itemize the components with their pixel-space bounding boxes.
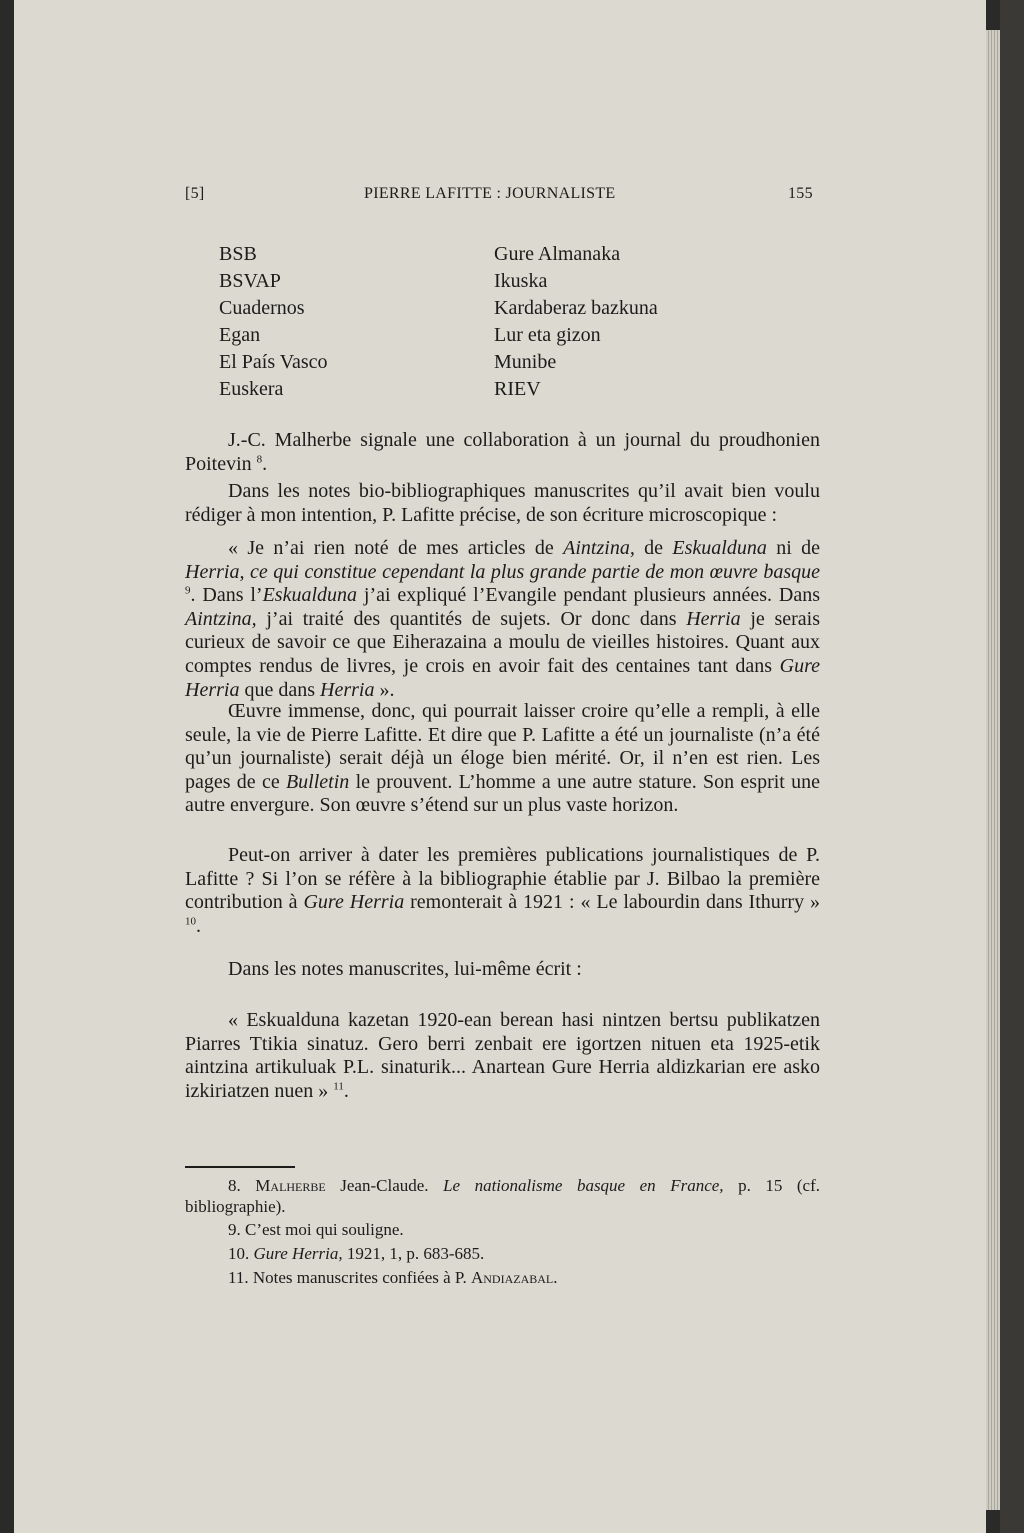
text-run: ».: [374, 678, 395, 701]
footnote-reference: 9: [185, 584, 191, 597]
text-run: ni de: [766, 537, 820, 559]
text-run: Dans les notes bio-bibliographiques manuscrites qu’il avait bien voulu rédiger à mon intention, P. Lafitte précise, de son écriture microscopique :: [185, 480, 820, 526]
footnote-reference: 10: [185, 915, 196, 928]
periodical-name: RIEV: [494, 378, 541, 400]
paragraph: [185, 429, 820, 476]
text-run: j’ai traité des quantités de sujets. Or donc dans: [256, 607, 687, 630]
italic-text: Herria: [320, 678, 375, 701]
text-run: Œuvre immense, donc, qui pourrait laisser croire qu’elle a rempli, à elle seule, la vie de Pierre Lafitte. Et dire que P. Lafitte a été un journaliste (n’a été qu’un journaliste) serait déjà un éloge bien mérité. Or, il n’en est rien. Les pages de ce: [185, 700, 820, 793]
scan-border: [1000, 0, 1024, 1533]
text-run: 1921, 1, p. 683-685.: [342, 1244, 485, 1263]
text-run: Dans les notes manuscrites, lui-même écrit :: [228, 958, 582, 980]
text-run: 10.: [228, 1244, 254, 1263]
periodical-name: Munibe: [494, 351, 557, 373]
periodical-name: Lur eta gizon: [494, 324, 601, 346]
text-run: 8.: [228, 1176, 256, 1195]
running-title: PIERRE LAFITTE : JOURNALISTE: [364, 185, 616, 202]
italic-text: Herria, ce qui constitue cependant la plus grande partie de mon œuvre basque: [185, 560, 820, 583]
text-run: Malherbe: [255, 1176, 326, 1195]
text-run: que dans: [239, 678, 320, 701]
italic-text: Bulletin: [285, 770, 350, 793]
text-run: le prouvent. L’homme a une autre stature. Son esprit une autre envergure. Son œuvre s’étend sur un plus vaste horizon.: [185, 770, 820, 817]
text-run: .: [262, 452, 268, 475]
periodical-name: Egan: [219, 324, 261, 346]
footnote: [185, 1267, 820, 1288]
periodical-name: Gure Almanaka: [494, 243, 621, 265]
paragraph: [185, 480, 820, 527]
italic-text: Gure Herria: [185, 654, 820, 701]
periodical-name: Ikuska: [494, 270, 548, 292]
italic-text: Gure Herria: [303, 891, 405, 914]
paragraph: [185, 844, 820, 938]
periodicals-list-right: [494, 241, 658, 403]
text-run: j’ai expliqué l’Evangile pendant plusieurs années. Dans: [357, 584, 820, 607]
italic-text: Herria: [686, 607, 741, 630]
periodical-name: Cuadernos: [219, 297, 305, 319]
italic-text: Le nationalisme basque en France,: [443, 1176, 724, 1195]
text-run: je serais curieux de savoir ce que Eiherazaina a moulu de vieilles histoires. Quant aux comptes rendus de livres, je crois en avoir fait des centaines tant dans: [185, 607, 820, 677]
italic-text: Aintzina,: [563, 537, 635, 559]
text-run: .: [553, 1268, 558, 1287]
periodical-name: BSVAP: [219, 270, 281, 292]
footnote: [185, 1243, 820, 1264]
periodical-name: Kardaberaz bazkuna: [494, 297, 658, 319]
text-run: de: [634, 537, 673, 559]
text-run: Jean-Claude.: [325, 1176, 444, 1195]
italic-text: Aintzina,: [185, 607, 257, 630]
text-run: .: [343, 1079, 349, 1102]
footnote-reference: 8: [256, 452, 263, 465]
text-run: Andiazabal: [470, 1268, 554, 1287]
page-number: 155: [788, 185, 813, 202]
text-run: . Dans l’: [190, 584, 263, 607]
footnote-reference: 11: [333, 1080, 344, 1093]
text-run: p. 15 (cf. bibliographie).: [185, 1176, 820, 1216]
footnote-rule: [185, 1166, 295, 1168]
text-run: 11. Notes manuscrites confiées à P.: [228, 1268, 471, 1287]
block-quote: [185, 1009, 820, 1103]
block-quote: [185, 537, 820, 702]
periodical-name: BSB: [219, 243, 257, 265]
text-run: « Je n’ai rien noté de mes articles de: [228, 537, 564, 559]
periodical-name: El País Vasco: [219, 351, 328, 373]
italic-text: Eskualduna: [672, 537, 767, 559]
text-run: J.-C. Malherbe signale une collaboration à un journal du proudhonien Poitevin: [185, 429, 820, 475]
page-stack-edge: [986, 30, 1000, 1510]
text-run: 9. C’est moi qui souligne.: [228, 1220, 404, 1239]
paragraph: [185, 700, 820, 818]
footnote: [185, 1219, 820, 1240]
italic-text: Eskualduna: [262, 584, 358, 607]
text-run: Peut-on arriver à dater les premières publications journalistiques de P. Lafitte ? Si l’on se réfère à la bibliographie établie par J. Bilbao la première contribution à: [185, 844, 820, 914]
text-run: remonterait à 1921 : « Le labourdin dans Ithurry »: [404, 891, 820, 914]
periodicals-list-left: [219, 241, 328, 403]
footnote: [185, 1175, 820, 1217]
paragraph: [185, 958, 820, 982]
section-number: [5]: [185, 185, 205, 202]
italic-text: Gure Herria,: [253, 1244, 343, 1263]
text-run: « Eskualduna kazetan 1920-ean berean hasi nintzen bertsu publikatzen Piarres Ttikia sinatuz. Gero berri zenbait ere igortzen nituen eta 1925-etik aintzina artikuluak P.L. sinaturik... Anartean Gure Herria aldizkarian ere asko izkiriatzen nuen »: [185, 1009, 820, 1102]
text-run: .: [196, 914, 201, 937]
periodical-name: Euskera: [219, 378, 284, 400]
